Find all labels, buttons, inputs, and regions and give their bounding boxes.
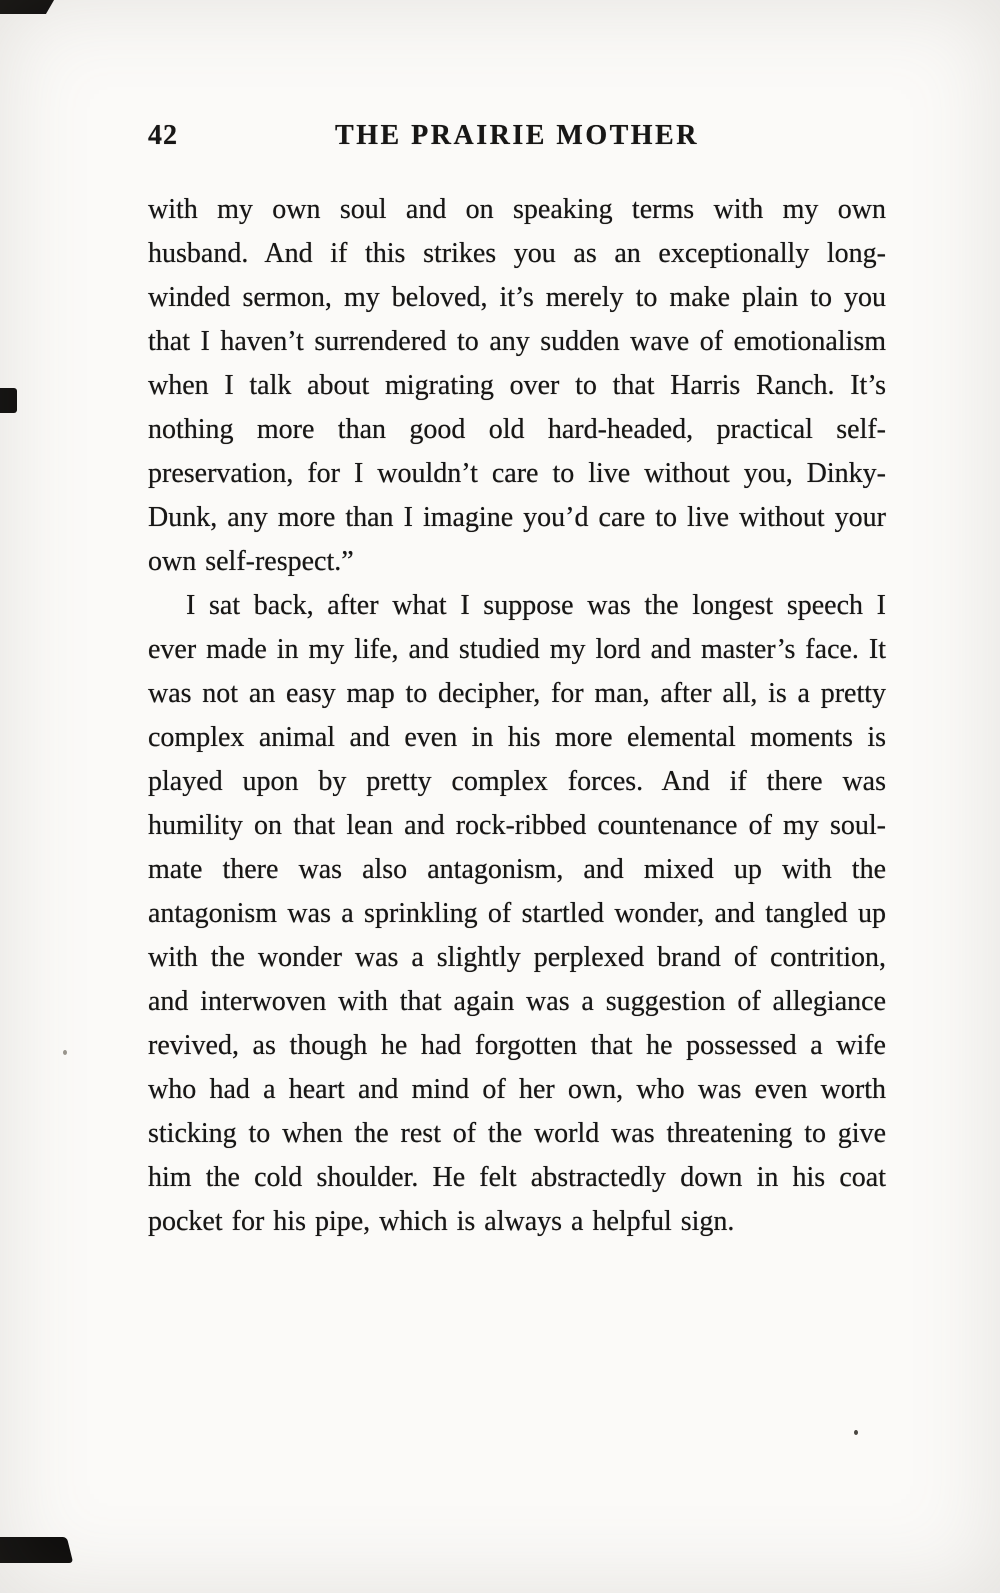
scan-artifact-left-edge <box>0 388 17 413</box>
scan-artifact-top-left <box>0 0 54 14</box>
page-header <box>148 120 886 160</box>
page-number: 42 <box>148 120 178 151</box>
scan-speck-left-margin <box>63 1050 67 1055</box>
scan-artifact-bottom-left <box>0 1537 73 1563</box>
paragraph-continuation: with my own soul and on speaking terms with my own husband. And if this strikes you as an exceptionally long-winded sermon, my beloved, it’s merely to make plain to you that I haven’t surrendered to any sudden wave of emotionalism when I talk about migrating over to that Harris Ranch. It’s nothing more than good old hard-headed, practical self-preservation, for I wouldn’t care to live without you, Dinky-Dunk, any more than I imagine you’d care to live without your own self-respect.” <box>148 194 886 577</box>
body-text <box>148 188 886 1244</box>
scan-speck-lower-right <box>854 1430 858 1435</box>
paragraph-second: I sat back, after what I suppose was the longest speech I ever made in my life, and studied my lord and master’s face. It was not an easy map to decipher, for man, after all, is a pretty complex animal and even in his more elemental moments is played upon by pretty complex forces. And if there was humility on that lean and rock-ribbed countenance of my soul-mate there was also antagonism, and mixed up with the antagonism was a sprinkling of startled wonder, and tangled up with the wonder was a slightly perplexed brand of contrition, and interwoven with that again was a suggestion of allegiance revived, as though he had forgotten that he possessed a wife who had a heart and mind of her own, who was even worth sticking to when the rest of the world was threatening to give him the cold shoulder. He felt abstractedly down in his coat pocket for his pipe, which is always a helpful sign. <box>148 590 886 1237</box>
running-title: THE PRAIRIE MOTHER <box>335 120 699 151</box>
